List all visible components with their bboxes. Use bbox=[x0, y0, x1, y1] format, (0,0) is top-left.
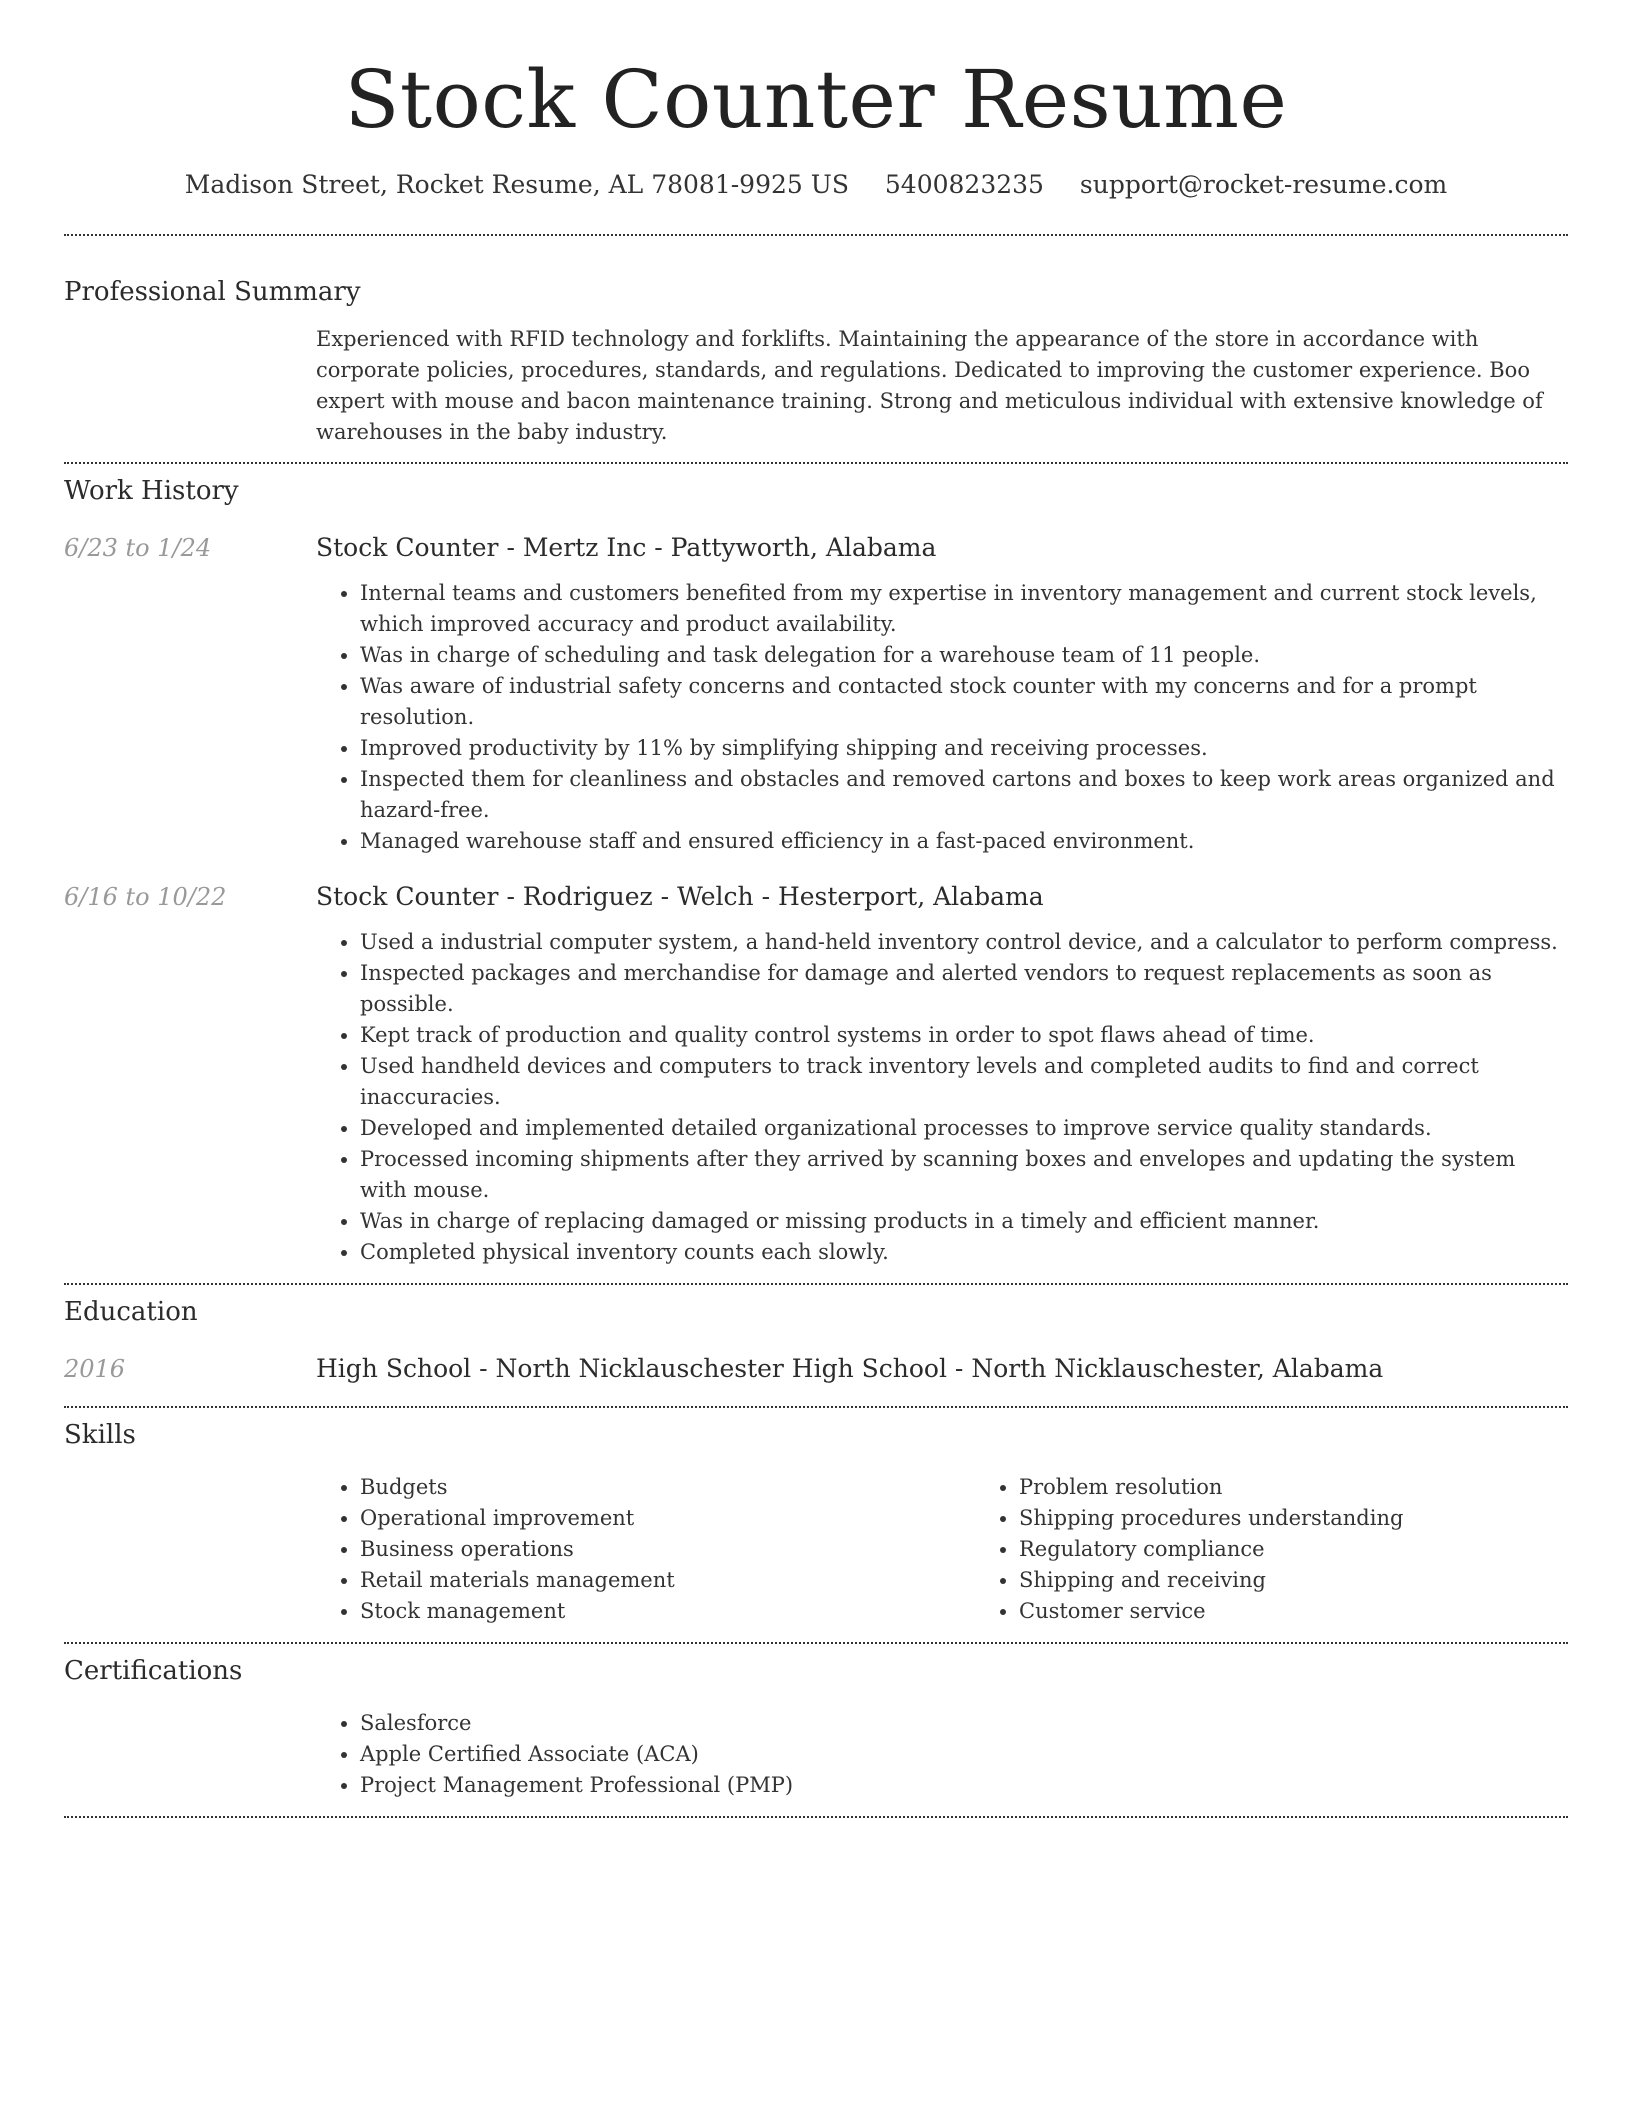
list-item: • Shipping and receiving bbox=[1019, 1565, 1632, 1596]
contact-email: support@rocket-resume.com bbox=[1079, 170, 1448, 199]
job-title: Stock Counter - Mertz Inc - Pattyworth, Alabama bbox=[316, 533, 937, 562]
certifications-list bbox=[316, 1708, 1568, 1801]
skills-section bbox=[64, 1408, 1568, 1627]
work-history-heading: Work History bbox=[64, 476, 239, 506]
education-entry bbox=[64, 1353, 1568, 1385]
resume-header bbox=[64, 0, 1568, 202]
list-item: • Internal teams and customers benefited from my expertise in inventory management and current stock levels, which improved accuracy and product availability. bbox=[360, 578, 1568, 640]
summary-section bbox=[64, 236, 1568, 448]
job-dates: 6/23 to 1/24 bbox=[64, 534, 212, 562]
list-item: • Was aware of industrial safety concerns and contacted stock counter with my concerns and for a prompt resolution. bbox=[360, 671, 1568, 733]
job-title: Stock Counter - Rodriguez - Welch - Hesterport, Alabama bbox=[316, 882, 1044, 911]
contact-address: Madison Street, Rocket Resume, AL 78081-9925 US bbox=[184, 170, 849, 199]
list-item: • Developed and implemented detailed organizational processes to improve service quality standards. bbox=[360, 1113, 1568, 1144]
job-bullets bbox=[316, 927, 1568, 1268]
list-item: • Was in charge of replacing damaged or missing products in a timely and efficient manner. bbox=[360, 1206, 1568, 1237]
list-item: • Inspected packages and merchandise for damage and alerted vendors to request replacements as soon as possible. bbox=[360, 958, 1568, 1020]
contact-phone: 5400823235 bbox=[884, 170, 1044, 199]
list-item: • Completed physical inventory counts each slowly. bbox=[360, 1237, 1568, 1268]
list-item: • Stock management bbox=[360, 1596, 975, 1627]
list-item: • Managed warehouse staff and ensured efficiency in a fast-paced environment. bbox=[360, 826, 1568, 857]
list-item: • Inspected them for cleanliness and obstacles and removed cartons and boxes to keep work areas organized and hazard-free. bbox=[360, 764, 1568, 826]
education-heading: Education bbox=[64, 1297, 198, 1327]
skills-list-right bbox=[975, 1472, 1632, 1627]
job-dates: 6/16 to 10/22 bbox=[64, 883, 227, 911]
skills-grid bbox=[316, 1472, 1632, 1627]
job-bullets bbox=[316, 578, 1568, 857]
list-item: • Retail materials management bbox=[360, 1565, 975, 1596]
certifications-section bbox=[64, 1644, 1568, 1801]
certifications-heading: Certifications bbox=[64, 1656, 243, 1686]
work-history-section bbox=[64, 464, 1568, 1268]
summary-heading: Professional Summary bbox=[64, 277, 361, 307]
list-item: • Apple Certified Associate (ACA) bbox=[360, 1739, 1568, 1770]
job-entry bbox=[64, 881, 1568, 1268]
section-divider bbox=[64, 1816, 1568, 1818]
list-item: • Improved productivity by 11% by simplifying shipping and receiving processes. bbox=[360, 733, 1568, 764]
list-item: • Shipping procedures understanding bbox=[1019, 1503, 1632, 1534]
list-item: • Used handheld devices and computers to track inventory levels and completed audits to find and correct inaccuracies. bbox=[360, 1051, 1568, 1113]
list-item: • Project Management Professional (PMP) bbox=[360, 1770, 1568, 1801]
skills-heading: Skills bbox=[64, 1420, 136, 1450]
education-section bbox=[64, 1285, 1568, 1385]
contact-line bbox=[64, 168, 1568, 202]
list-item: • Was in charge of scheduling and task delegation for a warehouse team of 11 people. bbox=[360, 640, 1568, 671]
list-item: • Budgets bbox=[360, 1472, 975, 1503]
list-item: • Operational improvement bbox=[360, 1503, 975, 1534]
list-item: • Problem resolution bbox=[1019, 1472, 1632, 1503]
education-year: 2016 bbox=[64, 1355, 126, 1383]
list-item: • Regulatory compliance bbox=[1019, 1534, 1632, 1565]
list-item: • Processed incoming shipments after they arrived by scanning boxes and envelopes and updating the system with mouse. bbox=[360, 1144, 1568, 1206]
summary-text: Experienced with RFID technology and forklifts. Maintaining the appearance of the store in accordance with corporate policies, procedures, standards, and regulations. Dedicated to improving the customer experience. Boo expert with mouse and bacon maintenance training. Strong and meticulous individual with extensive knowledge of warehouses in the baby industry. bbox=[316, 327, 1543, 444]
resume-title: Stock Counter Resume bbox=[344, 53, 1288, 146]
list-item: • Salesforce bbox=[360, 1708, 1568, 1739]
job-entry bbox=[64, 532, 1568, 857]
list-item: • Customer service bbox=[1019, 1596, 1632, 1627]
skills-list-left bbox=[316, 1472, 975, 1627]
list-item: • Kept track of production and quality control systems in order to spot flaws ahead of time. bbox=[360, 1020, 1568, 1051]
list-item: • Used a industrial computer system, a hand-held inventory control device, and a calculator to perform compress. bbox=[360, 927, 1568, 958]
list-item: • Business operations bbox=[360, 1534, 975, 1565]
education-title: High School - North Nicklauschester High School - North Nicklauschester, Alabama bbox=[316, 1354, 1384, 1383]
